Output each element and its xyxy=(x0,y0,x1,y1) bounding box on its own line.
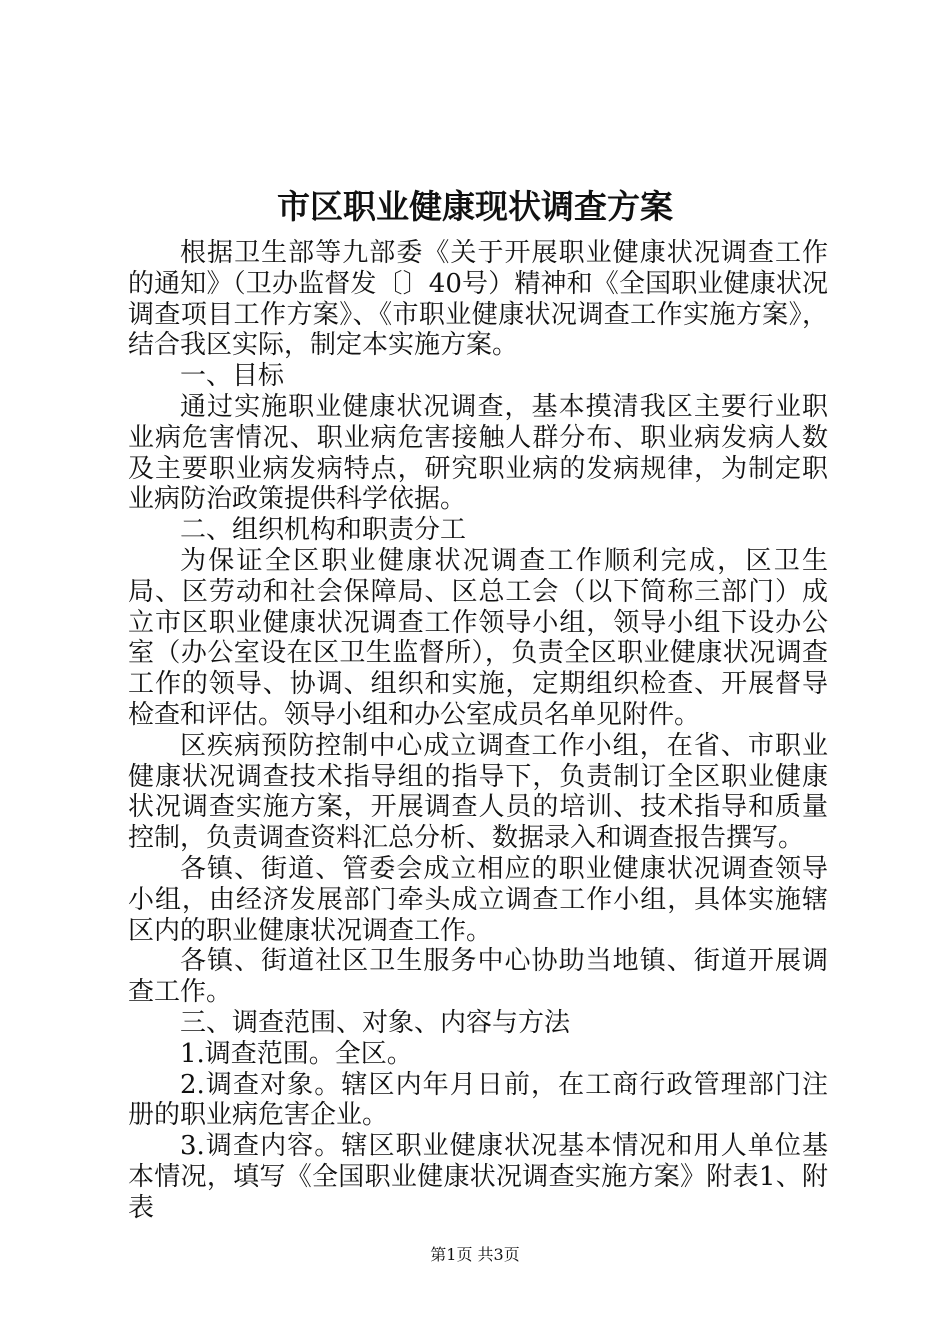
paragraph-health-centers: 各镇、街道社区卫生服务中心协助当地镇、街道开展调查工作。 xyxy=(128,946,828,1008)
heading-organization: 二、组织机构和职责分工 xyxy=(180,515,467,546)
paragraph-subjects: 2.调查对象。辖区内年月日前，在工商行政管理部门注册的职业病危害企业。 xyxy=(128,1069,828,1131)
paragraph-town-groups: 各镇、街道、管委会成立相应的职业健康状况调查领导小组，由经济发展部门牵头成立调查工作小组，具体实施辖区内的职业健康状况调查工作。 xyxy=(128,853,828,946)
heading-scope: 三、调查范围、对象、内容与方法 xyxy=(180,1007,571,1038)
heading-objectives: 一、目标 xyxy=(180,361,285,392)
page-footer: 第1页 共3页 xyxy=(430,1245,520,1264)
paragraph-leadership-group: 为保证全区职业健康状况调查工作顺利完成，区卫生局、区劳动和社会保障局、区总工会（以下简称三部门）成立市区职业健康状况调查工作领导小组，领导小组下设办公室（办公室设在区卫生监督所），负责全区职业健康状况调查工作的领导、协调、组织和实施，定期组织检查、开展督导检查和评估。领导小组和办公室成员名单见附件。 xyxy=(128,545,828,730)
document-title: 市区职业健康现状调查方案 xyxy=(277,187,673,226)
document-body xyxy=(128,238,828,1224)
paragraph-intro: 根据卫生部等九部委《关于开展职业健康状况调查工作的通知》（卫办监督发〔〕40号）精神和《全国职业健康状况调查项目工作方案》、《市职业健康状况调查工作实施方案》，结合我区实际，制定本实施方案。 xyxy=(128,238,828,361)
paragraph-scope: 1.调查范围。全区。 xyxy=(180,1038,413,1069)
paragraph-cdc-working-group: 区疾病预防控制中心成立调查工作小组，在省、市职业健康状况调查技术指导组的指导下，负责制订全区职业健康状况调查实施方案，开展调查人员的培训、技术指导和质量控制，负责调查资料汇总分析、数据录入和调查报告撰写。 xyxy=(128,730,828,854)
paragraph-content: 3.调查内容。辖区职业健康状况基本情况和用人单位基本情况，填写《全国职业健康状况调查实施方案》附表1、附表 xyxy=(128,1131,828,1223)
paragraph-objectives: 通过实施职业健康状况调查，基本摸清我区主要行业职业病危害情况、职业病危害接触人群分布、职业病发病人数及主要职业病发病特点，研究职业病的发病规律，为制定职业病防治政策提供科学依据。 xyxy=(128,391,828,515)
